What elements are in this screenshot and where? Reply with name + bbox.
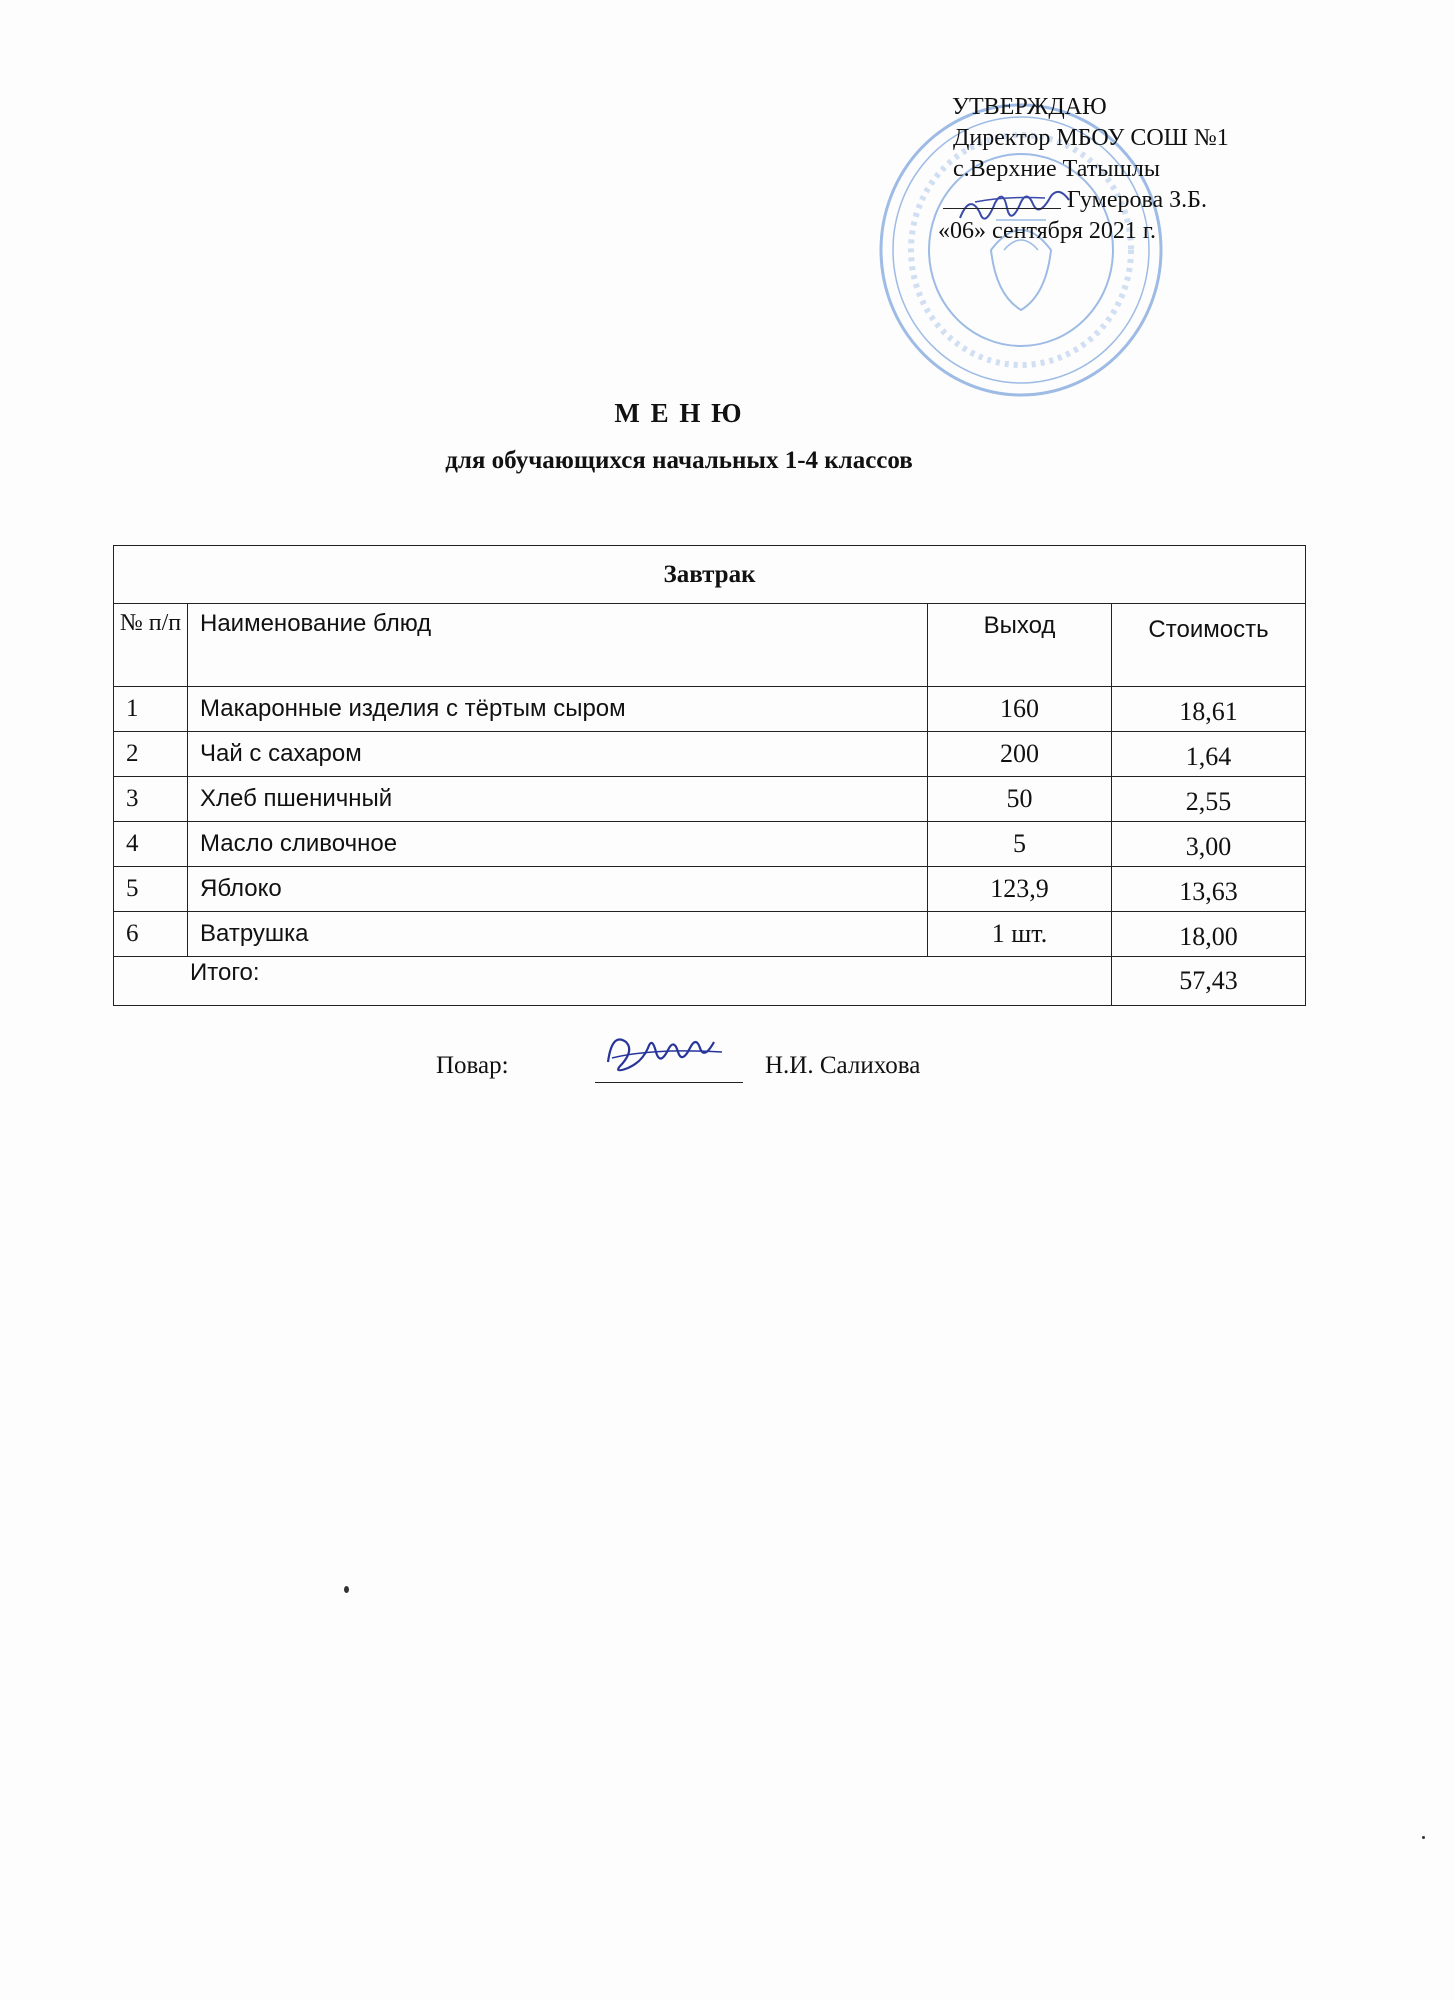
- approval-block: [938, 92, 1310, 247]
- row-num: 2: [114, 732, 188, 777]
- row-num: 3: [114, 777, 188, 822]
- row-output: 50: [928, 777, 1112, 822]
- row-num: 4: [114, 822, 188, 867]
- row-num: 1: [114, 687, 188, 732]
- cook-name: Н.И. Салихова: [765, 1052, 921, 1079]
- row-name: Яблоко: [188, 867, 928, 912]
- section-header-row: [114, 546, 1306, 604]
- approval-location: с.Верхние Татышлы: [953, 156, 1160, 182]
- table-row: [114, 687, 1306, 732]
- column-header-row: [114, 604, 1306, 687]
- table-row: [114, 777, 1306, 822]
- table-row: [114, 732, 1306, 777]
- table-row: [114, 912, 1306, 957]
- column-header-num: № п/п: [114, 604, 188, 687]
- total-label: Итого:: [114, 957, 1112, 1006]
- row-cost: 18,61: [1112, 687, 1306, 732]
- table-row: [114, 822, 1306, 867]
- menu-table: [113, 545, 1306, 1006]
- column-header-output: Выход: [928, 604, 1112, 687]
- column-header-cost: Стоимость: [1112, 604, 1306, 687]
- row-name: Макаронные изделия с тёртым сыром: [188, 687, 928, 732]
- page-subtitle: для обучающихся начальных 1-4 классов: [445, 447, 913, 474]
- total-row: [114, 957, 1306, 1006]
- row-output: 1 шт.: [928, 912, 1112, 957]
- scan-speck: [1422, 1836, 1425, 1839]
- row-cost: 3,00: [1112, 822, 1306, 867]
- approval-position: Директор МБОУ СОШ №1: [953, 125, 1229, 151]
- row-num: 6: [114, 912, 188, 957]
- row-name: Хлеб пшеничный: [188, 777, 928, 822]
- approval-signature-line: [943, 185, 1310, 216]
- row-cost: 2,55: [1112, 777, 1306, 822]
- row-cost: 18,00: [1112, 912, 1306, 957]
- table-row: [114, 867, 1306, 912]
- approval-date: «06» сентября 2021 г.: [938, 218, 1157, 244]
- section-title: Завтрак: [114, 546, 1306, 604]
- approval-heading: УТВЕРЖДАЮ: [952, 94, 1107, 120]
- scan-speck: [344, 1586, 349, 1593]
- row-output: 200: [928, 732, 1112, 777]
- cook-signature: [598, 1022, 746, 1088]
- row-cost: 13,63: [1112, 867, 1306, 912]
- row-name: Ватрушка: [188, 912, 928, 957]
- row-output: 160: [928, 687, 1112, 732]
- row-cost: 1,64: [1112, 732, 1306, 777]
- signature-blank: [943, 208, 1061, 209]
- row-output: 123,9: [928, 867, 1112, 912]
- row-name: Масло сливочное: [188, 822, 928, 867]
- row-num: 5: [114, 867, 188, 912]
- approval-signatory: Гумерова З.Б.: [1067, 187, 1207, 213]
- total-value: 57,43: [1112, 957, 1306, 1006]
- page-title: М Е Н Ю: [614, 398, 744, 428]
- row-output: 5: [928, 822, 1112, 867]
- row-name: Чай с сахаром: [188, 732, 928, 777]
- cook-label: Повар:: [436, 1052, 509, 1079]
- column-header-name: Наименование блюд: [188, 604, 928, 687]
